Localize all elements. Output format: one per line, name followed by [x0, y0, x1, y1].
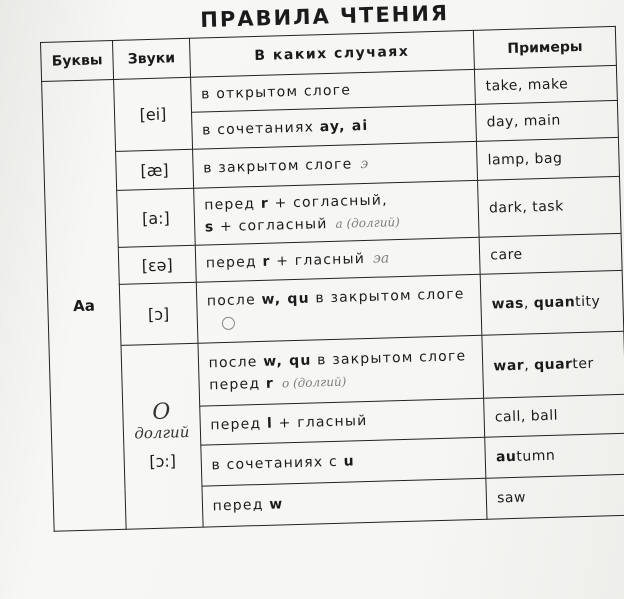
- case-cell: после w, qu в закрытом слоге перед r о (долгий): [198, 335, 484, 406]
- case-cell: в сочетаниях с u: [200, 437, 486, 486]
- example-cell: war, quarter: [482, 331, 624, 398]
- case-cell: в открытом слоге: [190, 69, 475, 112]
- sound-cell: [ɛə]: [118, 245, 195, 284]
- header-cases: В каких случаях: [189, 30, 475, 77]
- handwritten-note: о (долгий): [281, 374, 347, 391]
- example-cell: lamp, bag: [477, 137, 620, 180]
- handwritten-note: долгий: [134, 422, 190, 443]
- reading-rules-table: [40, 26, 624, 532]
- example-cell: take, make: [475, 65, 618, 104]
- example-cell: day, main: [476, 100, 619, 141]
- example-cell: was, quantity: [480, 270, 623, 335]
- sound-cell: [æ]: [116, 149, 193, 190]
- page-title: ПРАВИЛА ЧТЕНИЯ: [200, 1, 450, 32]
- case-cell: перед r + согласный, s + согласный а (долгий): [193, 180, 479, 245]
- example-cell: care: [479, 233, 622, 274]
- sound-cell: [ei]: [114, 77, 192, 151]
- example-cell: call, ball: [484, 394, 624, 437]
- case-cell: в сочетаниях ay, ai: [191, 104, 476, 149]
- case-cell: в закрытом слоге э: [192, 141, 478, 188]
- header-examples: Примеры: [474, 26, 617, 69]
- case-cell: перед l + гласный: [199, 398, 485, 445]
- example-cell: dark, task: [478, 176, 621, 237]
- letter-cell: Aa: [42, 79, 127, 531]
- sound-cell: [ɔ]: [120, 282, 198, 345]
- handwritten-note: О: [151, 399, 171, 426]
- handwritten-note: э: [360, 155, 369, 173]
- case-cell: перед w: [202, 478, 488, 527]
- circle-mark-icon: [221, 316, 234, 329]
- sound-cell: [a:]: [117, 188, 195, 247]
- example-cell: saw: [486, 474, 624, 519]
- handwritten-note: а (долгий): [335, 215, 401, 231]
- case-cell: перед r + гласный эа: [195, 237, 480, 282]
- header-letters: Буквы: [41, 40, 114, 81]
- example-cell: autumn: [485, 433, 624, 478]
- sound-cell: О долгий [ɔ:]: [121, 343, 203, 529]
- header-sounds: Звуки: [113, 38, 190, 79]
- handwritten-note: эа: [372, 250, 390, 267]
- case-cell: после w, qu в закрытом слоге: [196, 274, 482, 343]
